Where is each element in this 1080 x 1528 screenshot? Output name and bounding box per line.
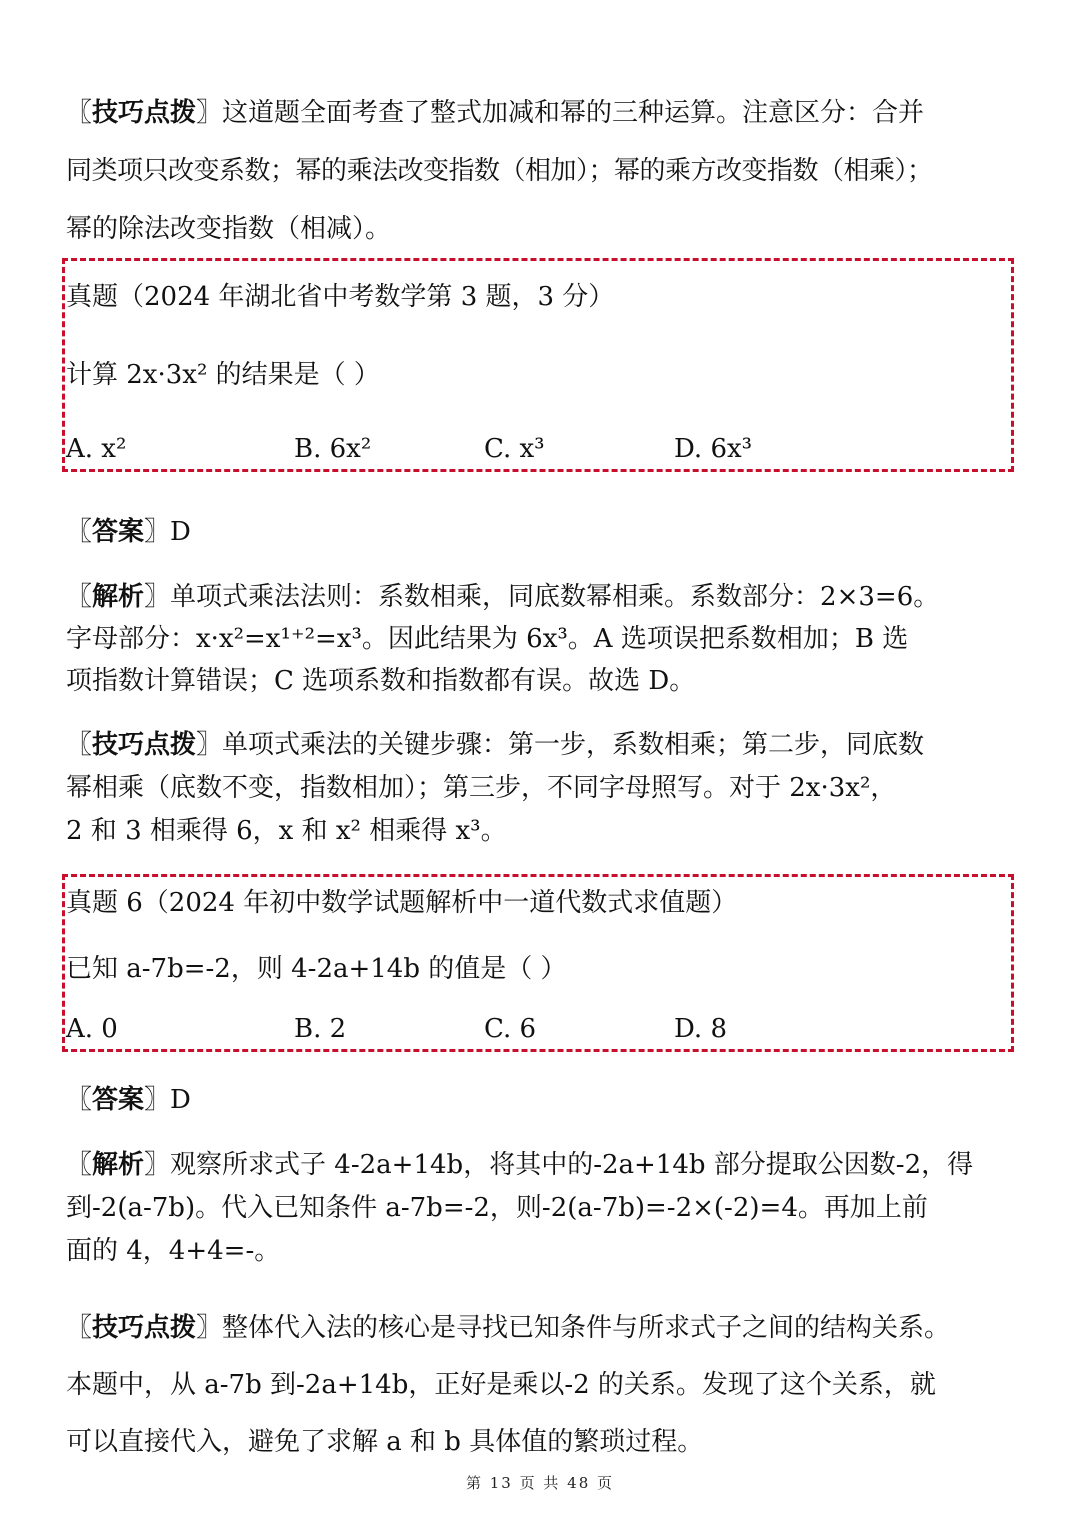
explanation-text-line: 到-2(a-7b)。代入已知条件 a-7b=-2，则-2(a-7b)=-2×(-2)=4。再加上前: [66, 1193, 928, 1223]
option-b: B. 6x²: [294, 434, 372, 464]
answer-value: D: [170, 517, 191, 547]
tip-text-line: 幂的除法改变指数（相减）。: [66, 214, 392, 244]
tip-text-line: 幂相乘（底数不变，指数相加）；第三步，不同字母照写。对于 2x·3x²，: [66, 773, 897, 803]
tip-text-line: 这道题全面考查了整式加减和幂的三种运算。注意区分：合并: [222, 98, 925, 128]
tip-section-1: [66, 84, 1026, 258]
option-a: A. x²: [66, 434, 127, 464]
tip-label: 〖技巧点拨〗: [66, 1313, 223, 1343]
tip-text-line: 可以直接代入，避免了求解 a 和 b 具体值的繁琐过程。: [66, 1427, 704, 1457]
option-c: C. 6: [484, 1014, 537, 1044]
tip-text-line: 整体代入法的核心是寻找已知条件与所求式子之间的结构关系。: [222, 1313, 951, 1343]
option-d: D. 8: [674, 1014, 727, 1044]
tip-text-line: 2 和 3 相乘得 6，x 和 x² 相乘得 x³。: [66, 816, 507, 846]
tip-text-line: 单项式乘法的关键步骤：第一步，系数相乘；第二步，同底数: [222, 730, 925, 760]
question-stem: 计算 2x·3x² 的结果是（ ）: [66, 360, 380, 390]
explanation-label: 〖解析〗: [66, 1150, 171, 1180]
question-stem: 已知 a-7b=-2，则 4-2a+14b 的值是（ ）: [66, 954, 567, 984]
answer-label: 〖答案〗: [66, 1085, 171, 1115]
answer-section-1: [66, 512, 1026, 552]
tip-section-2: [66, 724, 1026, 853]
page-footer: 第 13 页 共 48 页: [465, 1474, 615, 1492]
explanation-label: 〖解析〗: [66, 582, 171, 612]
answer-value: D: [170, 1085, 191, 1115]
tip-text-line: 同类项只改变系数；幂的乘法改变指数（相加）；幂的乘方改变指数（相乘）；: [66, 156, 933, 186]
option-c: C. x³: [484, 434, 545, 464]
option-b: B. 2: [294, 1014, 347, 1044]
question-title: 真题（2024 年湖北省中考数学第 3 题，3 分）: [66, 282, 615, 312]
tip-label: 〖技巧点拨〗: [66, 730, 223, 760]
explanation-text-line: 字母部分：x·x²=x¹⁺²=x³。因此结果为 6x³。A 选项误把系数相加；B 选: [66, 624, 909, 654]
option-d: D. 6x³: [674, 434, 753, 464]
explanation-section-1: [66, 576, 1026, 702]
explanation-text-line: 面的 4，4+4=-。: [66, 1236, 281, 1266]
tip-label: 〖技巧点拨〗: [66, 98, 223, 128]
tip-section-3: [66, 1300, 1026, 1471]
explanation-text-line: 观察所求式子 4-2a+14b，将其中的-2a+14b 部分提取公因数-2，得: [170, 1150, 974, 1180]
explanation-text-line: 单项式乘法法则：系数相乘，同底数幂相乘。系数部分：2×3=6。: [170, 582, 940, 612]
explanation-text-line: 项指数计算错误；C 选项系数和指数都有误。故选 D。: [66, 666, 696, 696]
explanation-section-2: [66, 1144, 1026, 1273]
current-page-number: 13: [489, 1474, 513, 1492]
option-a: A. 0: [66, 1014, 118, 1044]
question-title: 真题 6（2024 年初中数学试题解析中一道代数式求值题）: [66, 888, 738, 918]
answer-section-2: [66, 1080, 1026, 1120]
total-page-count: 48: [567, 1474, 591, 1492]
tip-text-line: 本题中，从 a-7b 到-2a+14b，正好是乘以-2 的关系。发现了这个关系，就: [66, 1370, 936, 1400]
answer-label: 〖答案〗: [66, 517, 171, 547]
